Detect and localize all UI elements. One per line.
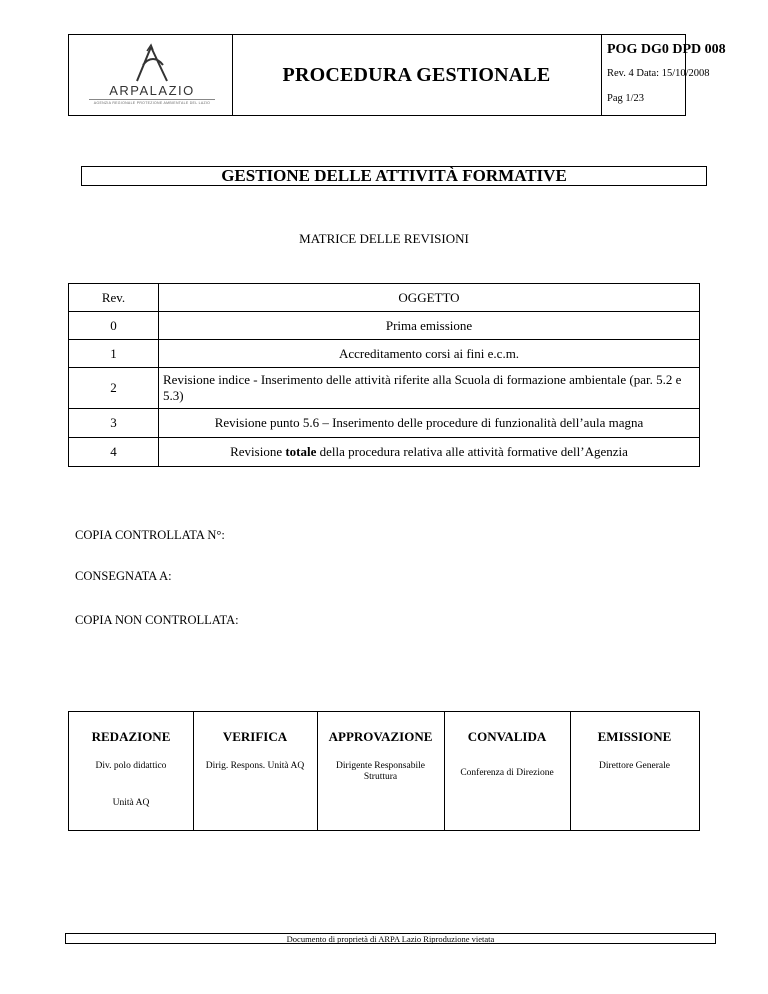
rev-subject-pre: Revisione xyxy=(230,444,286,459)
doc-page: Pag 1/23 xyxy=(607,93,645,104)
col-rev-header: Rev. xyxy=(69,284,159,312)
rev-subject: Prima emissione xyxy=(159,312,700,340)
footer-notice: Documento di proprietà di ARPA Lazio Riproduzione vietata xyxy=(65,933,716,944)
signature-heading: EMISSIONE xyxy=(597,729,672,744)
controlled-copy-label: COPIA CONTROLLATA N°: xyxy=(75,528,225,542)
rev-subject: Revisione indice - Inserimento delle attività riferite alla Scuola di formazione ambientale (par. 5.2 e 5.3) xyxy=(159,368,700,409)
signature-table xyxy=(68,711,700,831)
rev-number: 4 xyxy=(69,438,159,467)
signature-role-secondary: Unità AQ xyxy=(112,798,150,808)
col-subject-header: OGGETTO xyxy=(159,284,700,312)
rev-subject xyxy=(159,438,700,467)
revision-table xyxy=(68,283,700,467)
arpalazio-logo-icon xyxy=(91,43,211,83)
signature-role-secondary: Struttura xyxy=(363,772,398,782)
page-title: GESTIONE DELLE ATTIVITÀ FORMATIVE xyxy=(81,166,707,186)
doc-revision: Rev. 4 Data: 15/10/2008 xyxy=(607,68,710,79)
table-row xyxy=(69,340,700,368)
signature-heading: CONVALIDA xyxy=(467,729,547,744)
signature-heading: VERIFICA xyxy=(222,729,288,744)
logo-cell xyxy=(69,35,233,115)
rev-subject: Accreditamento corsi ai fini e.c.m. xyxy=(159,340,700,368)
table-row xyxy=(69,438,700,467)
signature-redazione xyxy=(69,712,194,830)
signature-role: Dirigente Responsabile xyxy=(336,761,425,771)
doc-type: PROCEDURA GESTIONALE xyxy=(282,63,551,86)
signature-role: Direttore Generale xyxy=(599,761,670,771)
signature-heading: APPROVAZIONE xyxy=(328,729,433,744)
doc-type-cell xyxy=(232,35,602,115)
signature-role: Dirig. Respons. Unità AQ xyxy=(205,761,305,771)
signature-role: Conferenza di Direzione xyxy=(460,768,554,778)
rev-number: 1 xyxy=(69,340,159,368)
signature-emissione xyxy=(570,712,699,830)
document-header xyxy=(68,34,726,116)
table-header-row xyxy=(69,284,700,312)
logo-name: ARPALAZIO xyxy=(109,83,195,98)
revision-matrix-title: MATRICE DELLE REVISIONI xyxy=(299,231,469,246)
rev-subject: Revisione punto 5.6 – Inserimento delle procedure di funzionalità dell’aula magna xyxy=(159,409,700,438)
table-row xyxy=(69,409,700,438)
doc-meta-cell xyxy=(602,35,726,115)
table-row xyxy=(69,312,700,340)
signature-verifica xyxy=(193,712,318,830)
signature-role: Div. polo didattico xyxy=(95,761,167,771)
logo-subtitle: AGENZIA REGIONALE PROTEZIONE AMBIENTALE DEL LAZIO xyxy=(93,101,211,105)
doc-code: POG DG0 DPD 008 xyxy=(607,42,726,57)
table-row xyxy=(69,368,700,409)
signature-convalida xyxy=(444,712,571,830)
rev-subject-bold: totale xyxy=(285,444,317,459)
delivered-to-label: CONSEGNATA A: xyxy=(75,569,172,583)
logo-divider xyxy=(89,99,215,100)
rev-number: 2 xyxy=(69,368,159,409)
signature-heading: REDAZIONE xyxy=(91,729,171,744)
signature-approvazione xyxy=(317,712,445,830)
rev-number: 0 xyxy=(69,312,159,340)
rev-subject-post: della procedura relativa alle attività formative dell’Agenzia xyxy=(316,444,628,459)
rev-number: 3 xyxy=(69,409,159,438)
uncontrolled-copy-label: COPIA NON CONTROLLATA: xyxy=(75,613,239,627)
